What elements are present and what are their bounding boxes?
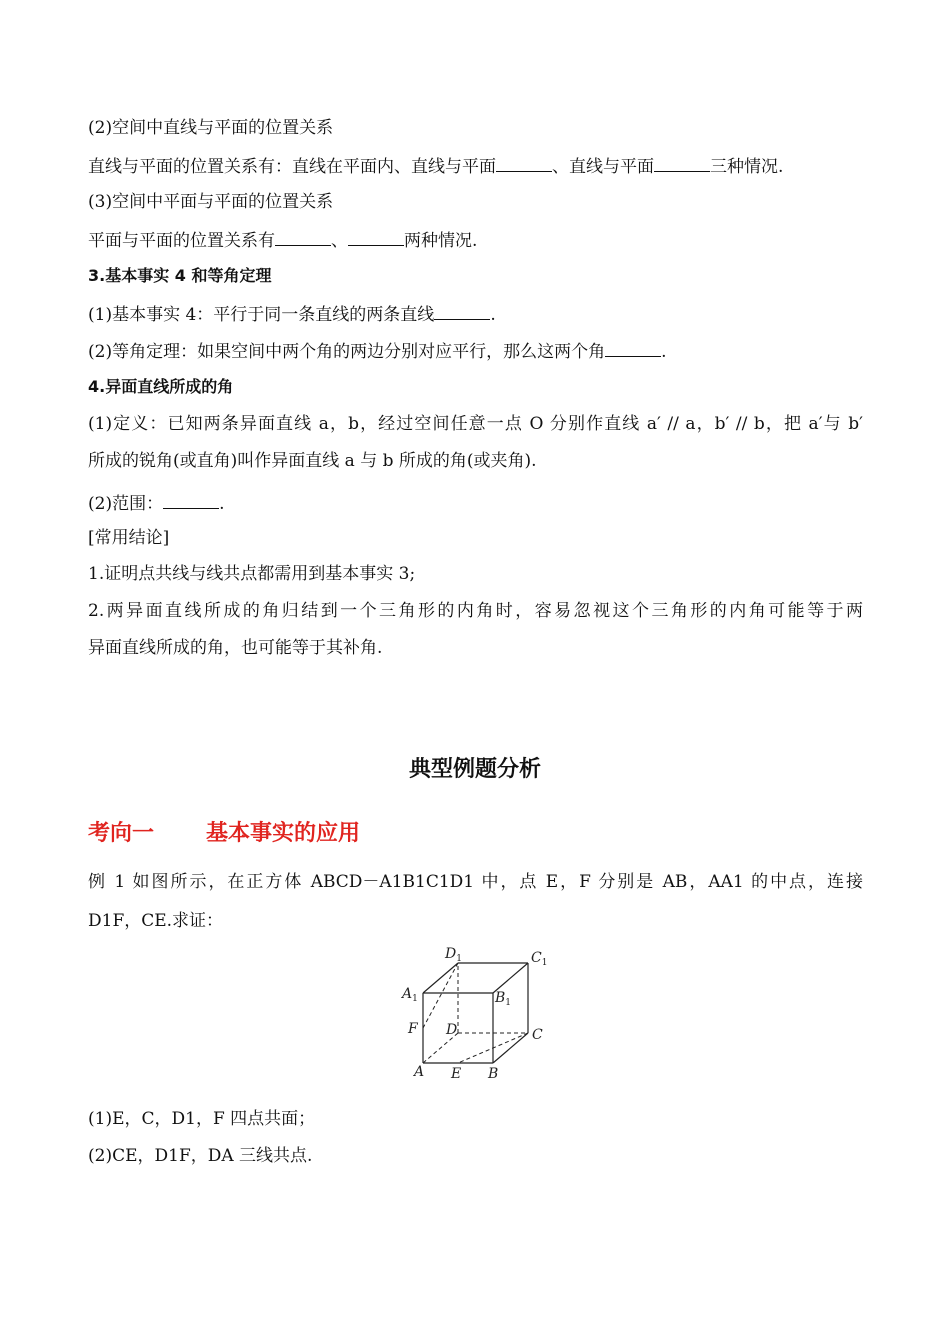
example-text-line1: 例 1 如图所示，在正方体 ABCD－A1B1C1D1 中，点 E，F 分别是 AB，AA1 的中点，连接 <box>88 872 863 892</box>
example-text-line2: D1F，CE.求证： <box>88 911 224 931</box>
edge-A1-D1 <box>423 963 458 993</box>
answer-blank[interactable] <box>605 338 661 357</box>
answer-blank[interactable] <box>654 153 710 172</box>
question-1: (1)E，C，D1，F 四点共面； <box>88 1109 316 1129</box>
section-heading-fact4: 3.基本事实 4 和等角定理 <box>88 266 272 285</box>
text-conclusion-2b: 异面直线所成的角，也可能等于其补角. <box>88 638 383 658</box>
section-heading-skew-angle: 4.异面直线所成的角 <box>88 377 234 396</box>
edge-B-C <box>493 1033 528 1063</box>
answer-blank[interactable] <box>348 227 404 246</box>
label-D: D <box>446 1022 458 1038</box>
subsection-plane-plane: (3)空间中平面与平面的位置关系 <box>88 192 334 212</box>
label-A1: $A_1$ <box>402 986 418 1004</box>
label-D1: $D_1$ <box>445 946 462 964</box>
edge-B1-C1 <box>493 963 528 993</box>
question-2: (2)CE，D1F，DA 三线共点. <box>88 1146 313 1166</box>
answer-blank[interactable] <box>434 301 490 320</box>
text-plane-plane: 平面与平面的位置关系有 、 两种情况. <box>88 227 477 253</box>
cube-figure <box>398 938 558 1088</box>
label-C: C <box>532 1027 543 1043</box>
text-range: (2)范围： . <box>88 490 225 516</box>
section-title: 典型例题分析 <box>408 756 541 782</box>
topic-heading: 考向一 基本事实的应用 <box>88 821 361 846</box>
answer-blank[interactable] <box>275 227 331 246</box>
label-E: E <box>451 1066 462 1082</box>
answer-blank[interactable] <box>496 153 552 172</box>
text-line-plane-relations: 直线与平面的位置关系有：直线在平面内、直线与平面 、直线与平面 三种情况. <box>88 153 783 179</box>
answer-blank[interactable] <box>163 490 219 509</box>
label-C1: $C_1$ <box>531 950 548 968</box>
text-fact4: (1)基本事实 4：平行于同一条直线的两条直线 . <box>88 301 496 327</box>
segment-D1-F <box>423 963 458 1028</box>
text-definition-2: 所成的锐角(或直角)叫作异面直线 a 与 b 所成的角(或夹角). <box>88 451 537 471</box>
text-conclusion-1: 1.证明点共线与线共点都需用到基本事实 3; <box>88 564 416 584</box>
text-equal-angle: (2)等角定理：如果空间中两个角的两边分别对应平行，那么这两个角 . <box>88 338 667 364</box>
text-conclusion-2a: 2.两异面直线所成的角归结到一个三角形的内角时，容易忽视这个三角形的内角可能等于两 <box>88 601 863 621</box>
text-definition-1: (1)定义：已知两条异面直线 a，b，经过空间任意一点 O 分别作直线 a′ // a，b′ // b，把 a′与 b′ <box>88 414 863 434</box>
label-F: F <box>408 1021 418 1037</box>
label-B: B <box>488 1066 499 1082</box>
label-A: A <box>414 1064 425 1080</box>
subsection-line-plane-relation: (2)空间中直线与平面的位置关系 <box>88 118 334 138</box>
label-B1: $B_1$ <box>495 990 512 1008</box>
label-common-conclusions: [常用结论] <box>88 528 170 548</box>
